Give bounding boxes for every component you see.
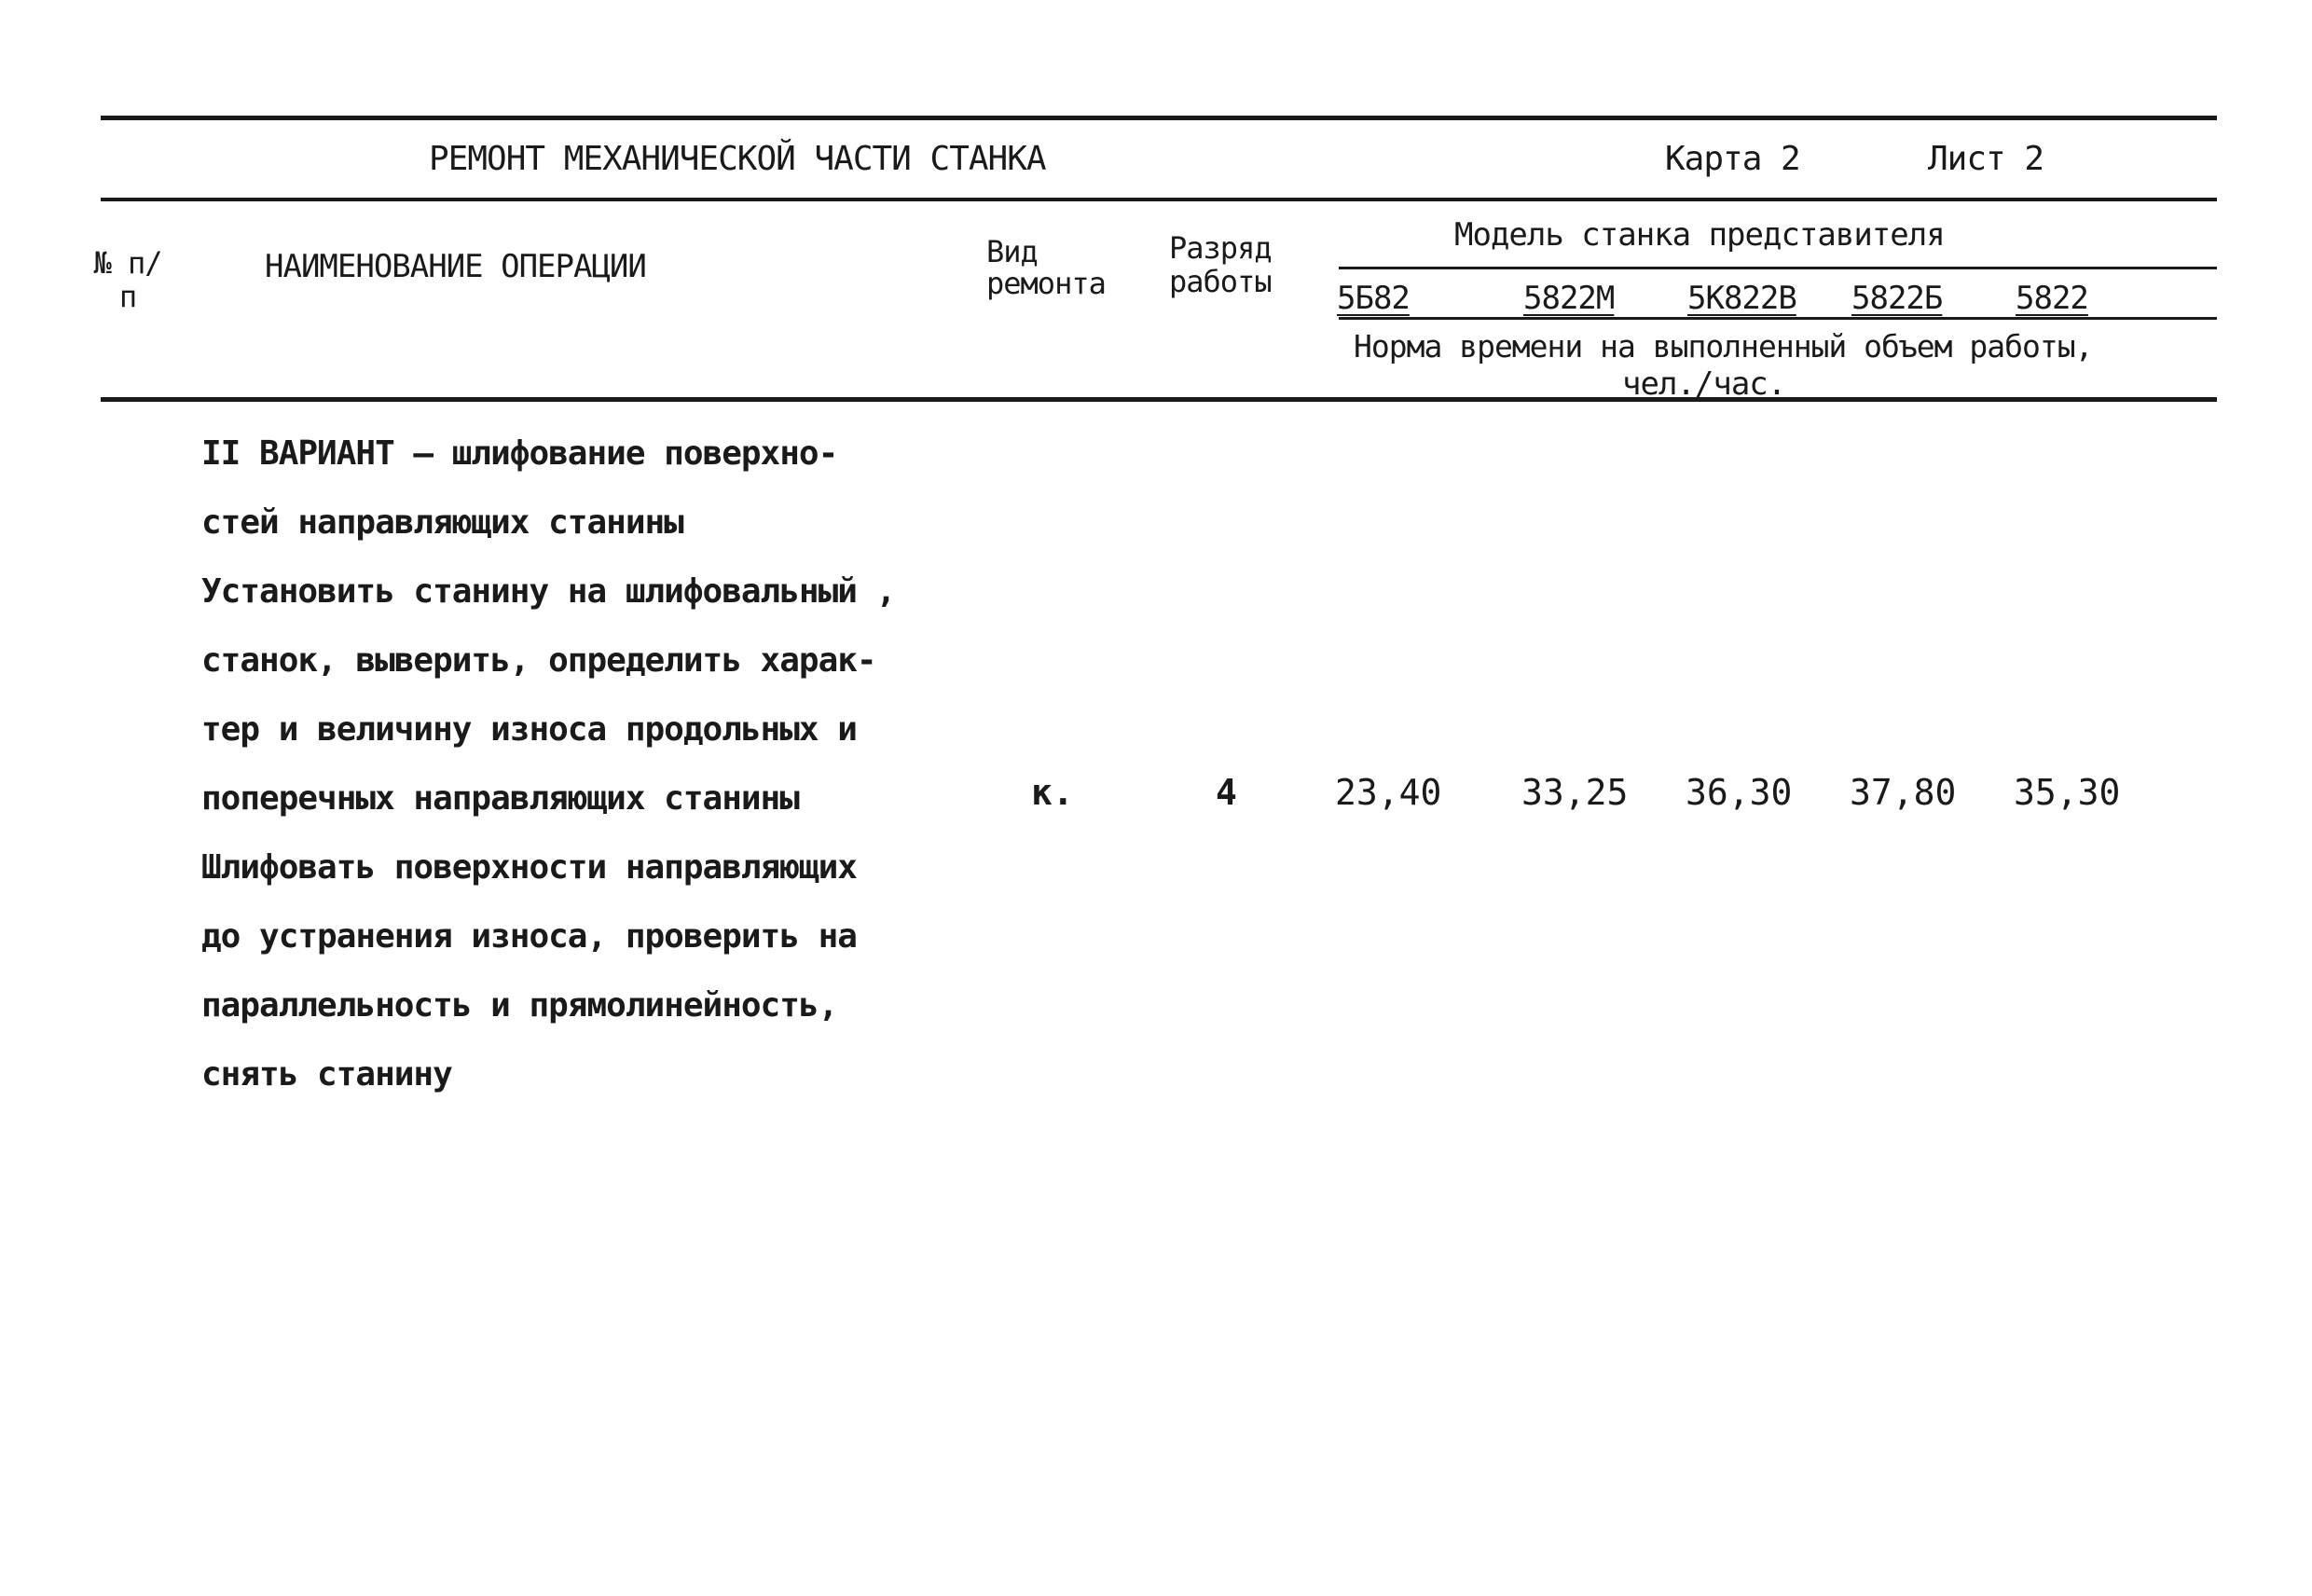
model-code: 5822 — [2016, 280, 2088, 317]
model-code: 5822М — [1523, 280, 1615, 317]
card-number: Карта 2 — [1665, 140, 1800, 178]
column-header-grade-1: Разряд — [1169, 230, 1272, 266]
column-header-repair-type-2: ремонта — [986, 266, 1106, 301]
column-header-grade-2: работы — [1169, 264, 1272, 299]
operation-line: до устранения износа, проверить на — [201, 917, 857, 956]
repair-type-value: к. — [1031, 772, 1074, 813]
operation-line: Установить станину на шлифовальный , — [201, 572, 896, 611]
time-norm-value: 23,40 — [1335, 772, 1442, 813]
document-title: РЕМОНТ МЕХАНИЧЕСКОЙ ЧАСТИ СТАНКА — [429, 140, 1046, 178]
top-rule — [101, 116, 2217, 120]
model-code: 5Б82 — [1337, 280, 1410, 317]
column-header-operation-name: НАИМЕНОВАНИЕ ОПЕРАЦИИ — [265, 248, 646, 285]
time-norm-value: 36,30 — [1686, 772, 1793, 813]
model-group-rule — [1339, 267, 2217, 269]
operation-line: II ВАРИАНТ – шлифование поверхно- — [201, 434, 838, 473]
grade-value: 4 — [1216, 772, 1237, 813]
column-header-model-group: Модель станка представителя — [1454, 216, 1945, 254]
operation-line: Шлифовать поверхности направляющих — [201, 848, 857, 887]
title-bottom-rule — [101, 198, 2217, 201]
time-norm-unit: чел./час. — [1622, 365, 1786, 403]
header-bottom-rule — [101, 397, 2217, 402]
time-norm-caption: Норма времени на выполненный объем работы, — [1354, 328, 2093, 365]
time-norm-value: 33,25 — [1521, 772, 1629, 813]
operation-line: поперечных направляющих станины — [201, 779, 799, 818]
model-codes-rule — [1339, 317, 2217, 320]
sheet-number: Лист 2 — [1928, 140, 2044, 178]
model-code: 5822Б — [1851, 280, 1943, 317]
column-header-repair-type-1: Вид — [986, 234, 1038, 269]
column-header-number: № п/п — [93, 245, 162, 314]
time-norm-value: 35,30 — [2014, 772, 2121, 813]
operation-line: стей направляющих станины — [201, 503, 683, 542]
model-code: 5К822В — [1687, 280, 1796, 317]
operation-line: параллельность и прямолинейность, — [201, 986, 838, 1025]
operation-line: станок, выверить, определить харак- — [201, 641, 876, 680]
operation-line: тер и величину износа продольных и — [201, 710, 857, 749]
time-norm-value: 37,80 — [1850, 772, 1957, 813]
operation-line: снять станину — [201, 1055, 452, 1094]
